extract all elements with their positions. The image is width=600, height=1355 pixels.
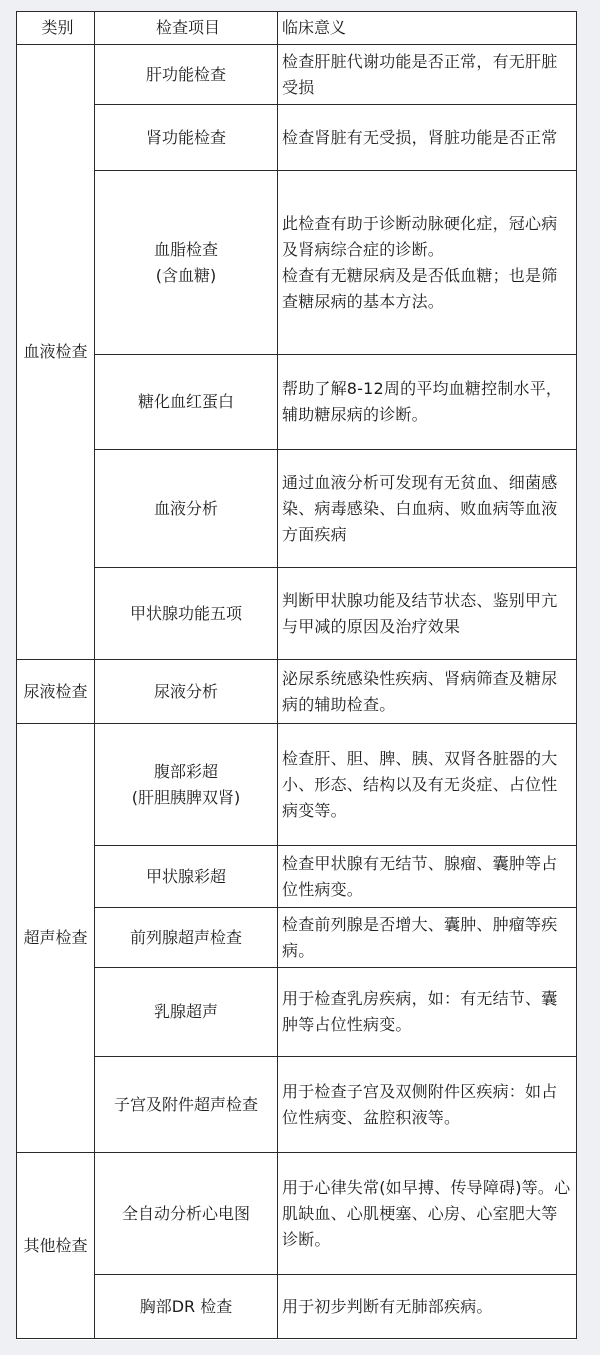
meaning-text: 判断甲状腺功能及结节状态、鉴别甲亢与甲减的原因及治疗效果 xyxy=(282,590,558,636)
meaning-text: 检查有无糖尿病及是否低血糖；也是筛查糖尿病的基本方法。 xyxy=(282,265,558,311)
item-name: 前列腺超声检查 xyxy=(129,927,242,947)
meaning-cell xyxy=(278,660,577,724)
meaning-cell xyxy=(278,355,577,450)
item-name: 甲状腺功能五项 xyxy=(129,603,242,623)
item-cell xyxy=(95,1057,278,1153)
table-row xyxy=(17,846,577,908)
meaning-cell xyxy=(278,105,577,171)
table-row xyxy=(17,568,577,660)
exam-table xyxy=(16,11,577,1339)
item-cell xyxy=(95,1275,278,1339)
item-cell xyxy=(95,660,278,724)
item-cell xyxy=(95,724,278,846)
meaning-cell xyxy=(278,968,577,1057)
item-name: 肝功能检查 xyxy=(145,64,226,84)
item-name: 乳腺超声 xyxy=(153,1002,218,1021)
category-blood: 血液检查 xyxy=(17,45,95,660)
item-name: 尿液分析 xyxy=(153,681,218,701)
category-urine: 尿液检查 xyxy=(17,660,95,724)
meaning-text: 检查肝脏代谢功能是否正常，有无肝脏受损 xyxy=(282,51,558,97)
item-note: (肝胆胰脾双肾) xyxy=(131,787,241,807)
meaning-cell xyxy=(278,1057,577,1153)
category-other: 其他检查 xyxy=(17,1153,95,1339)
meaning-cell xyxy=(278,724,577,846)
item-cell xyxy=(95,968,278,1057)
category-ultrasound: 超声检查 xyxy=(17,724,95,1153)
meaning-text: 用于心律失常(如早搏、传导障碍)等。心肌缺血、心肌梗塞、心房、心室肥大等诊断。 xyxy=(282,1177,571,1249)
item-cell xyxy=(95,105,278,171)
table-row xyxy=(17,660,577,724)
item-name: 血脂检查 xyxy=(153,239,218,259)
meaning-text: 检查前列腺是否增大、囊肿、肿瘤等疾病。 xyxy=(282,914,558,960)
meaning-cell xyxy=(278,568,577,660)
meaning-text: 检查肾脏有无受损，肾脏功能是否正常 xyxy=(282,127,558,147)
item-name: 肾功能检查 xyxy=(145,127,226,147)
item-cell xyxy=(95,1153,278,1275)
meaning-cell xyxy=(278,1275,577,1339)
item-cell xyxy=(95,45,278,105)
meaning-text: 检查肝、胆、脾、胰、双肾各脏器的大小、形态、结构以及有无炎症、占位性病变等。 xyxy=(282,748,558,820)
table-row xyxy=(17,968,577,1057)
item-note: (含血糖) xyxy=(155,265,217,285)
item-cell xyxy=(95,908,278,968)
meaning-text: 检查甲状腺有无结节、腺瘤、囊肿等占位性病变。 xyxy=(282,853,558,899)
meaning-cell xyxy=(278,1153,577,1275)
meaning-cell xyxy=(278,45,577,105)
item-name: 全自动分析心电图 xyxy=(121,1203,250,1223)
table-row xyxy=(17,1153,577,1275)
item-cell xyxy=(95,568,278,660)
item-name: 糖化血红蛋白 xyxy=(137,392,234,411)
item-name: 甲状腺彩超 xyxy=(145,866,226,886)
item-name: 胸部DR 检查 xyxy=(139,1296,233,1316)
table-row xyxy=(17,450,577,568)
meaning-text: 帮助了解8-12周的平均血糖控制水平，辅助糖尿病的诊断。 xyxy=(282,379,563,424)
meaning-cell xyxy=(278,846,577,908)
item-name: 子宫及附件超声检查 xyxy=(113,1094,258,1114)
table-row xyxy=(17,355,577,450)
table-row xyxy=(17,105,577,171)
item-cell xyxy=(95,171,278,355)
meaning-cell xyxy=(278,450,577,568)
table-row xyxy=(17,1275,577,1339)
meaning-text: 用于检查乳房疾病，如：有无结节、囊肿等占位性病变。 xyxy=(282,989,558,1034)
item-name: 腹部彩超 xyxy=(153,761,218,781)
table-row xyxy=(17,1057,577,1153)
meaning-text: 用于检查子宫及双侧附件区疾病：如占位性病变、盆腔积液等。 xyxy=(282,1081,558,1127)
meaning-text: 此检查有助于诊断动脉硬化症，冠心病及肾病综合症的诊断。 xyxy=(282,213,558,259)
header-category: 类别 xyxy=(17,12,95,45)
meaning-cell xyxy=(278,171,577,355)
header-meaning: 临床意义 xyxy=(278,12,577,45)
meaning-text: 通过血液分析可发现有无贫血、细菌感染、病毒感染、白血病、败血病等血液方面疾病 xyxy=(282,472,558,544)
table-row xyxy=(17,908,577,968)
table-row xyxy=(17,171,577,355)
item-name: 血液分析 xyxy=(153,498,218,518)
header-row xyxy=(17,12,577,45)
header-item: 检查项目 xyxy=(95,12,278,45)
meaning-text: 用于初步判断有无肺部疾病。 xyxy=(282,1296,493,1316)
meaning-cell xyxy=(278,908,577,968)
item-cell xyxy=(95,450,278,568)
exam-table-sheet xyxy=(16,11,576,1340)
meaning-text: 泌尿系统感染性疾病、肾病筛查及糖尿病的辅助检查。 xyxy=(282,668,558,714)
item-cell xyxy=(95,355,278,450)
item-cell xyxy=(95,846,278,908)
table-row xyxy=(17,45,577,105)
table-row xyxy=(17,724,577,846)
